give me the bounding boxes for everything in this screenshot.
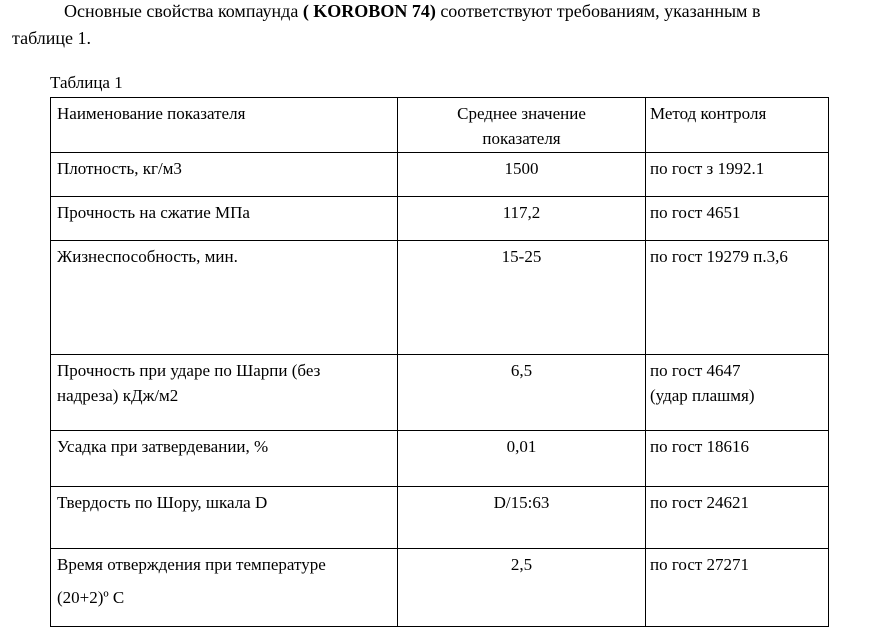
header-method: Метод контроля xyxy=(646,98,829,153)
header-value-line2: показателя xyxy=(482,129,561,148)
table-row xyxy=(51,549,829,627)
table-row xyxy=(51,431,829,487)
row-name-line1: Время отверждения при температуре xyxy=(57,555,326,574)
header-name: Наименование показателя xyxy=(51,98,398,153)
table-row xyxy=(51,153,829,197)
row-name: Плотность, кг/м3 xyxy=(51,153,398,197)
row-value: 0,01 xyxy=(398,431,646,487)
table-row xyxy=(51,241,829,355)
row-value: 2,5 xyxy=(398,549,646,627)
row-name: Усадка при затвердевании, % xyxy=(51,431,398,487)
row-name-line2: надреза) кДж/м2 xyxy=(57,386,179,405)
intro-text-end: соответствуют требованиям, указанным в xyxy=(435,1,761,21)
table-caption: Таблица 1 xyxy=(50,73,123,92)
product-name: ( KOROBON 74) xyxy=(302,1,436,21)
intro-text: Основные свойства компаунда xyxy=(64,1,303,21)
row-value: 117,2 xyxy=(398,197,646,241)
row-value: 15-25 xyxy=(398,241,646,355)
row-name: Жизнеспособность, мин. xyxy=(51,241,398,355)
row-value: 6,5 xyxy=(398,355,646,431)
header-value xyxy=(398,98,646,153)
row-name-line2: (20+2)º С xyxy=(57,588,125,607)
table-row xyxy=(51,197,829,241)
row-name xyxy=(51,355,398,431)
row-method: по гост 24621 xyxy=(646,487,829,549)
intro-line-1 xyxy=(64,0,760,24)
row-name xyxy=(51,549,398,627)
row-name: Прочность на сжатие МПа xyxy=(51,197,398,241)
row-method: по гост 18616 xyxy=(646,431,829,487)
intro-line-2: таблице 1. xyxy=(12,28,92,48)
properties-table xyxy=(50,97,829,627)
row-method: по гост 19279 п.3,6 xyxy=(646,241,829,355)
row-method-line1: по гост 4647 xyxy=(650,361,741,380)
row-name-line1: Прочность при ударе по Шарпи (без xyxy=(57,361,321,380)
row-value: D/15:63 xyxy=(398,487,646,549)
table-header-row xyxy=(51,98,829,153)
row-method: по гост з 1992.1 xyxy=(646,153,829,197)
table-row xyxy=(51,355,829,431)
row-method: по гост 4651 xyxy=(646,197,829,241)
row-name: Твердость по Шору, шкала D xyxy=(51,487,398,549)
row-method: по гост 27271 xyxy=(646,549,829,627)
table-row xyxy=(51,487,829,549)
row-value: 1500 xyxy=(398,153,646,197)
row-method xyxy=(646,355,829,431)
row-method-line2: (удар плашмя) xyxy=(650,386,755,405)
header-value-line1: Среднее значение xyxy=(457,104,586,123)
